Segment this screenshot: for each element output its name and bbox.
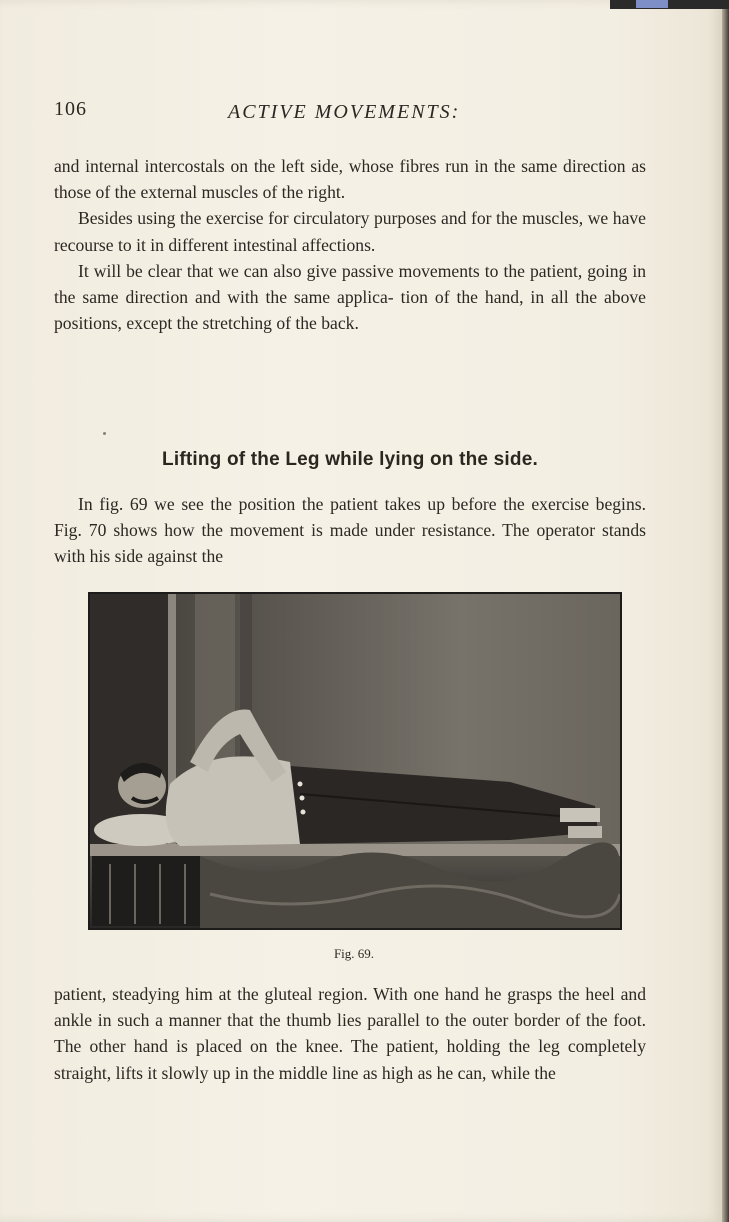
text-block-bottom <box>54 981 646 1086</box>
print-speck <box>103 432 106 435</box>
paragraph: It will be clear that we can also give passive movements to the patient, going in the same direction and with the same applica- tion of the hand, in all the above positions, except the stretching of the back. <box>54 260 646 334</box>
running-title: ACTIVE MOVEMENTS: <box>228 101 461 123</box>
paragraph: In fig. 69 we see the position the patient takes up before the exercise begins. Fig. 70 shows how the movement is made under resistance. The operator stands with his side against the <box>54 494 646 567</box>
scan-artifact-color <box>636 0 668 8</box>
paragraph-continued: and internal intercostals on the left side, whose fibres run in the same direction as those of the external muscles of the right. <box>54 156 646 203</box>
page-edge-shadow <box>722 0 729 1222</box>
text-block-middle <box>54 491 646 570</box>
figure-caption: Fig. 69. <box>333 946 375 961</box>
section-heading: Lifting of the Leg while lying on the side. <box>162 449 538 470</box>
paragraph: Besides using the exercise for circulatory purposes and for the muscles, we have recourse to it in different intestinal affections. <box>54 208 646 255</box>
scan-artifact <box>610 0 729 9</box>
paragraph-continued: patient, steadying him at the gluteal region. With one hand he grasps the heel and ankle in such a manner that the thumb lies parallel to the outer border of the foot. The other hand is placed on the knee. The patient, holding the leg completely straight, lifts it slowly up in the middle line as high as he can, while the <box>54 984 646 1083</box>
page-number: 106 <box>54 98 87 120</box>
page-header <box>54 98 654 128</box>
text-block-top <box>54 153 646 336</box>
figure-photograph <box>88 592 622 930</box>
photograph-man-lying-on-side-icon <box>90 594 620 928</box>
